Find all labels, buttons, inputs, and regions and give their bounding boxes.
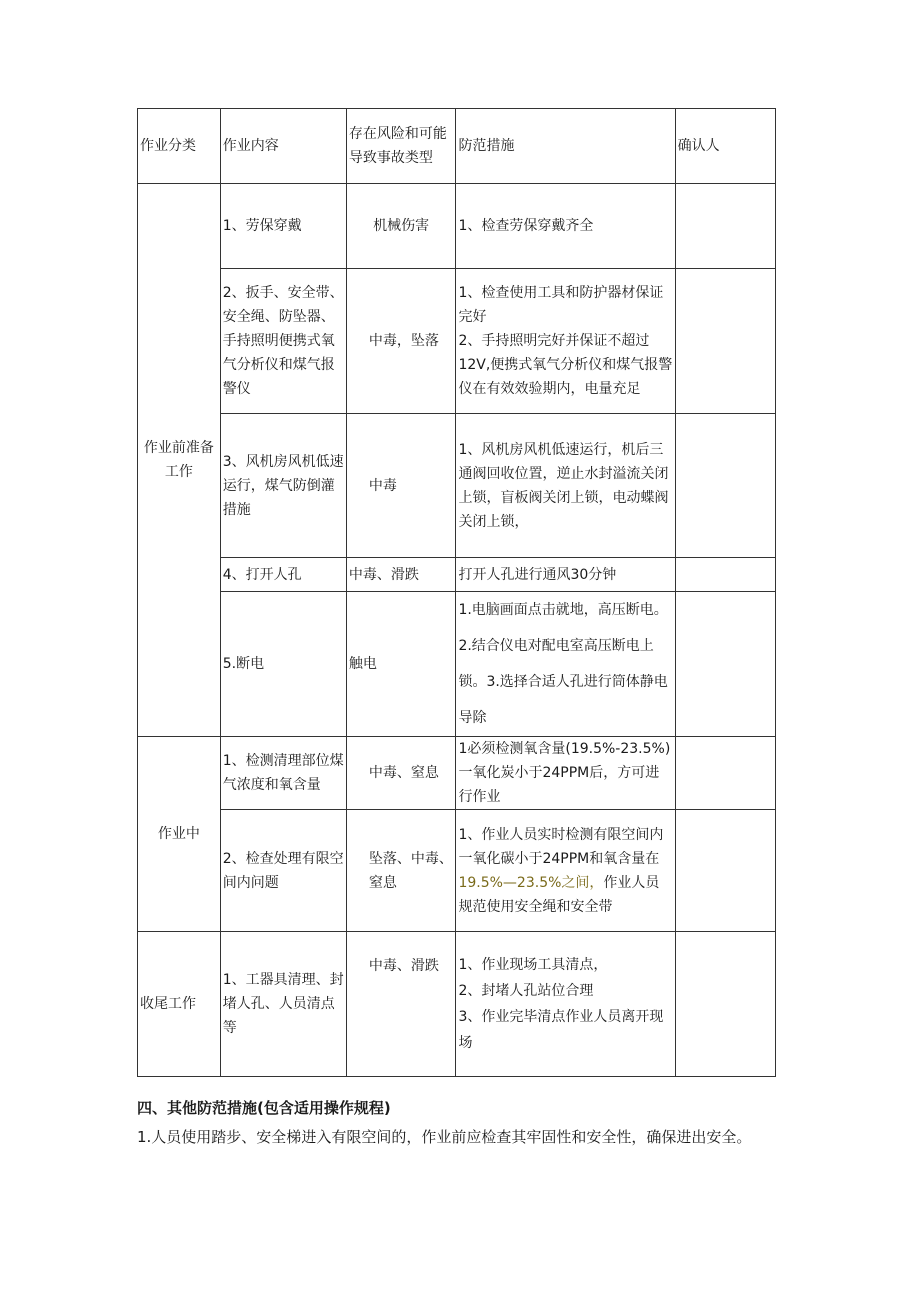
row-risk: 机械伤害 (346, 184, 456, 269)
table-row (138, 558, 776, 592)
row-content: 2、检查处理有限空间内问题 (220, 810, 346, 932)
row-confirmer (675, 932, 775, 1077)
oxygen-range-highlight: 19.5%—23.5%之间， (458, 874, 604, 891)
group-prep: 作业前准备工作 (138, 184, 221, 737)
row-confirmer (675, 414, 775, 558)
row-content: 1、工器具清理、封堵人孔、人员清点等 (220, 932, 346, 1077)
row-confirmer (675, 269, 775, 414)
row-content: 3、风机房风机低速运行，煤气防倒灌措施 (220, 414, 346, 558)
row-risk: 中毒 (346, 414, 456, 558)
table-row (138, 737, 776, 810)
row-content: 2、扳手、安全带、安全绳、防坠器、手持照明便携式氧气分析仪和煤气报警仪 (220, 269, 346, 414)
header-confirmer: 确认人 (675, 109, 775, 184)
row-measures: 打开人孔进行通风30分钟 (456, 558, 675, 592)
row-risk: 中毒，坠落 (346, 269, 456, 414)
table-row (138, 269, 776, 414)
table-row (138, 592, 776, 737)
table-row (138, 810, 776, 932)
row-content: 4、打开人孔 (220, 558, 346, 592)
group-closing: 收尾工作 (138, 932, 221, 1077)
row-risk: 中毒、滑跌 (346, 932, 456, 1077)
row-confirmer (675, 810, 775, 932)
header-measures: 防范措施 (456, 109, 675, 184)
row-confirmer (675, 184, 775, 269)
table-row (138, 184, 776, 269)
row-measures: 1、作业现场工具清点， 2、封堵人孔站位合理 3、作业完毕清点作业人员离开现场 (456, 932, 675, 1077)
section-title: 四、其他防范措施(包含适用操作规程) (137, 1099, 391, 1117)
section-paragraph: 1.人员使用踏步、安全梯进入有限空间的，作业前应检查其牢固性和安全性，确保进出安全。 (137, 1128, 752, 1146)
table-row (138, 414, 776, 558)
group-during: 作业中 (138, 737, 221, 932)
work-safety-table (137, 108, 776, 1077)
header-risk: 存在风险和可能导致事故类型 (346, 109, 456, 184)
table-row (138, 932, 776, 1077)
row-risk: 触电 (346, 592, 456, 737)
row-measures: 1、风机房风机低速运行，机后三通阀回收位置，逆止水封溢流关闭上锁，盲板阀关闭上锁，电动蝶阀关闭上锁， (456, 414, 675, 558)
measures-text: 1、作业人员实时检测有限空间内一氧化碳小于24PPM和氧含量在 (458, 826, 664, 867)
measures-text: 作业人员规范使用安全绳和安全带 (458, 874, 660, 915)
header-content: 作业内容 (220, 109, 346, 184)
row-measures: 1必须检测氧含量(19.5%-23.5%)一氧化炭小于24PPM后，方可进行作业 (456, 737, 675, 810)
row-measures (456, 810, 675, 932)
row-risk: 中毒、滑跌 (346, 558, 456, 592)
row-measures: 1.电脑画面点击就地，高压断电。2.结合仪电对配电室高压断电上锁。3.选择合适人孔进行筒体静电导除 (456, 592, 675, 737)
table-header-row (138, 109, 776, 184)
row-content: 1、劳保穿戴 (220, 184, 346, 269)
row-content: 1、检测清理部位煤气浓度和氧含量 (220, 737, 346, 810)
header-category: 作业分类 (138, 109, 221, 184)
row-confirmer (675, 558, 775, 592)
row-confirmer (675, 737, 775, 810)
row-measures: 1、检查使用工具和防护器材保证完好 2、手持照明完好并保证不超过12V,便携式氧气分析仪和煤气报警仪在有效效验期内，电量充足 (456, 269, 675, 414)
row-confirmer (675, 592, 775, 737)
row-risk: 中毒、窒息 (346, 737, 456, 810)
row-measures: 1、检查劳保穿戴齐全 (456, 184, 675, 269)
row-content: 5.断电 (220, 592, 346, 737)
row-risk: 坠落、中毒、窒息 (346, 810, 456, 932)
